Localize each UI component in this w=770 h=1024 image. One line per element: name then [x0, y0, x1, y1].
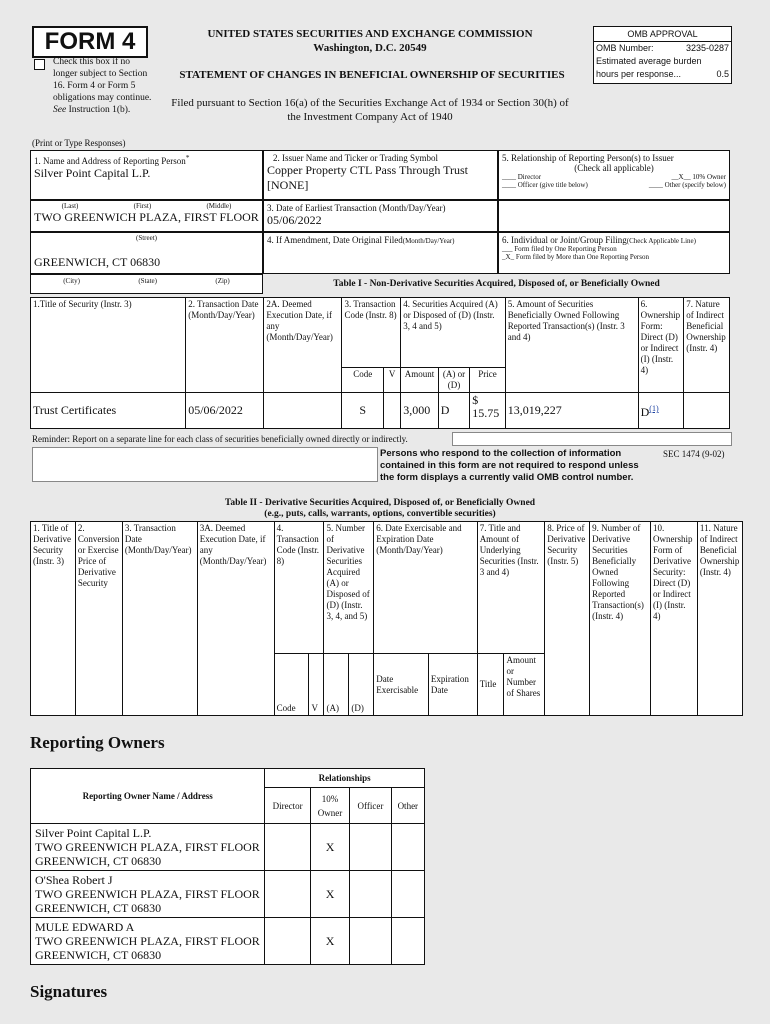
box5-relationship: 5. Relationship of Reporting Person(s) to Issuer (Check all applicable) ____ Director __X__ 10% Owner ____ Officer (give title below) ____ Other (specify below) — [498, 150, 730, 200]
owner-ten: X — [310, 871, 349, 918]
notice-blank-box — [32, 447, 378, 482]
t1-h5: 5. Amount of Securities Beneficially Owned Following Reported Transaction(s) (Instr. 3 and 4) — [505, 298, 638, 393]
ro-relationships: Relationships — [265, 769, 425, 788]
filing-option-one: Form filed by One Reporting Person — [514, 245, 617, 253]
box1-city-labels — [30, 274, 263, 294]
omb-title: OMB APPROVAL — [594, 27, 731, 42]
owner-name: O'Shea Robert J — [35, 873, 113, 887]
persons-notice: Persons who respond to the collection of information contained in this form are not required to respond unless the form displays a currently valid OMB control number. — [380, 448, 639, 483]
owner-cell — [31, 824, 265, 871]
last-label: (Last) — [61, 202, 79, 210]
owner-address: TWO GREENWICH PLAZA, FIRST FLOOR — [35, 934, 260, 948]
t2-d: (D) — [349, 654, 374, 716]
owner-address: TWO GREENWICH PLAZA, FIRST FLOOR — [35, 840, 260, 854]
first-label: (First) — [133, 202, 152, 210]
street-label: (Street) — [136, 234, 157, 242]
box5-blank — [498, 200, 730, 232]
owner-director — [265, 824, 310, 871]
owner-other — [391, 824, 424, 871]
t1-row-aord: D — [438, 393, 469, 429]
owner-address: TWO GREENWICH PLAZA, FIRST FLOOR — [35, 887, 260, 901]
print-type-note: (Print or Type Responses) — [32, 138, 126, 148]
t1-h2a: 2A. Deemed Execution Date, if any (Month/Day/Year) — [264, 298, 342, 393]
owner-officer — [350, 871, 391, 918]
t2-h2: 2. Conversion or Exercise Price of Derivative Security — [75, 522, 122, 716]
t1-h3: 3. Transaction Code (Instr. 8) — [342, 298, 401, 368]
t1-row-title: Trust Certificates — [31, 393, 186, 429]
table2-title — [30, 498, 730, 520]
owner-officer — [350, 824, 391, 871]
reporting-person-city: GREENWICH, CT 06830 — [34, 255, 161, 269]
t1-price: Price — [470, 368, 506, 393]
t2-h1: 1. Title of Derivative Security (Instr. 3) — [31, 522, 76, 716]
t2-h5: 5. Number of Derivative Securities Acquired (A) or Disposed of (D) (Instr. 3, 4, and 5) — [324, 522, 374, 654]
box4-label-small: (Month/Day/Year) — [402, 237, 455, 245]
table-row — [31, 824, 425, 871]
box1-city — [30, 232, 263, 274]
other-option: Other (specify below) — [664, 181, 726, 189]
owner-city: GREENWICH, CT 06830 — [35, 854, 162, 868]
owner-other — [391, 871, 424, 918]
ro-col-officer: Officer — [350, 788, 391, 824]
box6-label-small: (Check Applicable Line) — [626, 237, 696, 245]
box6-label: 6. Individual or Joint/Group Filing — [502, 235, 627, 245]
owner-director — [265, 918, 310, 965]
t1-row-amount: 3,000 — [401, 393, 439, 429]
ro-col-ten: 10% Owner — [310, 788, 349, 824]
t1-h6: 6. Ownership Form: Direct (D) or Indirect (I) (Instr. 4) — [638, 298, 684, 393]
t2-h9: 9. Number of Derivative Securities Beneficially Owned Following Reported Transaction(s) (Instr. 4) — [590, 522, 651, 716]
omb-hours-label: hours per response... — [596, 69, 682, 79]
box5-sub: (Check all applicable) — [574, 163, 654, 173]
t2-a: (A) — [324, 654, 349, 716]
owner-city: GREENWICH, CT 06830 — [35, 948, 162, 962]
filed-line-2: the Investment Company Act of 1940 — [287, 111, 453, 123]
filing-option-two-mark: X — [505, 253, 511, 261]
checkbox-text: Check this box if no longer subject to Section 16. Form 4 or Form 5 obligations may continue. — [53, 57, 152, 103]
t1-row-code: S — [342, 393, 384, 429]
t1-h1: 1.Title of Security (Instr. 3) — [31, 298, 186, 393]
middle-label: (Middle) — [206, 202, 232, 210]
filing-option-two: Form filed by More than One Reporting Person — [515, 253, 649, 261]
reporting-owners-heading: Reporting Owners — [30, 733, 165, 752]
checkbox-see: See — [53, 105, 67, 115]
agency-name: UNITED STATES SECURITIES AND EXCHANGE COMMISSION — [207, 28, 533, 40]
t2-h8: 8. Price of Derivative Security (Instr. 5) — [545, 522, 590, 716]
reporting-person-street: TWO GREENWICH PLAZA, FIRST FLOOR — [34, 210, 259, 224]
no-longer-subject-checkbox[interactable] — [34, 59, 45, 70]
filed-line-1: Filed pursuant to Section 16(a) of the Securities Exchange Act of 1934 or Section 30(h) of — [171, 97, 569, 109]
t2-h7: 7. Title and Amount of Underlying Securities (Instr. 3 and 4) — [477, 522, 545, 654]
box4-label: 4. If Amendment, Date Original Filed — [267, 235, 403, 245]
owner-cell — [31, 871, 265, 918]
table-row — [31, 918, 425, 965]
table1 — [30, 297, 730, 429]
t1-aord: (A) or (D) — [438, 368, 469, 393]
t1-row-deemed — [264, 393, 342, 429]
checkbox-instructions — [53, 56, 153, 116]
box1-label: 1. Name and Address of Reporting Person — [34, 156, 186, 166]
box3-date — [263, 200, 498, 232]
ro-col-director: Director — [265, 788, 310, 824]
form-title: FORM 4 — [32, 26, 148, 58]
t1-row-owned: 13,019,227 — [505, 393, 638, 429]
price-value: 15.75 — [472, 406, 500, 420]
owner-officer — [350, 918, 391, 965]
box1-name — [30, 150, 263, 200]
t1-row-price — [470, 393, 506, 429]
omb-burden-label: Estimated average burden — [596, 56, 702, 66]
t2-h10: 10. Ownership Form of Derivative Security: Direct (D) or Indirect (I) (Instr. 4) — [651, 522, 698, 716]
table-row — [31, 871, 425, 918]
owner-other — [391, 918, 424, 965]
table2-title-line2: (e.g., puts, calls, warrants, options, convertible securities) — [264, 509, 496, 519]
box5-label: 5. Relationship of Reporting Person(s) to Issuer — [502, 153, 674, 163]
statement-title: STATEMENT OF CHANGES IN BENEFICIAL OWNERSHIP OF SECURITIES — [179, 69, 565, 81]
price-symbol: $ — [472, 393, 479, 407]
owner-name: MULE EDWARD A — [35, 920, 135, 934]
t2-h3a: 3A. Deemed Execution Date, if any (Month/Day/Year) — [197, 522, 274, 716]
city-label: (City) — [63, 277, 80, 285]
t1-h7: 7. Nature of Indirect Beneficial Ownership (Instr. 4) — [684, 298, 730, 393]
table2-title-line1: Table II - Derivative Securities Acquired, Disposed of, or Beneficially Owned — [224, 498, 536, 508]
owner-city: GREENWICH, CT 06830 — [35, 901, 162, 915]
box3-label: 3. Date of Earliest Transaction (Month/Day/Year) — [267, 203, 446, 213]
signatures-heading: Signatures — [30, 982, 108, 1001]
owner-director — [265, 871, 310, 918]
form-value: D — [640, 405, 650, 419]
omb-hours: 0.5 — [716, 69, 729, 79]
issuer-ticker: [NONE] — [267, 178, 309, 192]
omb-number-label: OMB Number: — [596, 43, 654, 53]
t1-h2: 2. Transaction Date (Month/Day/Year) — [186, 298, 264, 393]
ro-col-other: Other — [391, 788, 424, 824]
t1-row-date: 05/06/2022 — [186, 393, 264, 429]
t2-h4: 4. Transaction Code (Instr. 8) — [274, 522, 324, 654]
ten-pct-option: 10% Owner — [692, 173, 726, 181]
reporting-owners-table — [30, 768, 425, 965]
t2-exp: Expiration Date — [428, 654, 477, 716]
box1-street — [30, 200, 263, 232]
t2-h6: 6. Date Exercisable and Expiration Date (Month/Day/Year) — [374, 522, 477, 654]
owner-cell — [31, 918, 265, 965]
owner-ten: X — [310, 918, 349, 965]
zip-label: (Zip) — [215, 277, 230, 285]
officer-option: Officer (give title below) — [517, 181, 588, 189]
box2-issuer — [263, 150, 498, 200]
ten-pct-mark: X — [678, 173, 684, 181]
box4-amendment — [263, 232, 498, 274]
ro-col-name: Reporting Owner Name / Address — [31, 769, 265, 824]
box1-label-mark: * — [185, 153, 190, 162]
t1-code: Code — [342, 368, 384, 393]
t1-h4: 4. Securities Acquired (A) or Disposed of (D) (Instr. 3, 4 and 5) — [401, 298, 505, 368]
earliest-transaction-date: 05/06/2022 — [267, 213, 322, 227]
checkbox-tail: Instruction 1(b). — [68, 105, 131, 115]
t2-h11: 11. Nature of Indirect Beneficial Ownership (Instr. 4) — [697, 522, 742, 716]
reminder-field — [452, 432, 732, 446]
t2-code: Code — [274, 654, 309, 716]
agency-header — [165, 27, 575, 55]
reminder-text: Reminder: Report on a separate line for each class of securities beneficially owned directly or indirectly. — [32, 434, 408, 444]
owner-name: Silver Point Capital L.P. — [35, 826, 152, 840]
t1-row-nature — [684, 393, 730, 429]
t2-date-ex: Date Exercisable — [374, 654, 429, 716]
t1-amount: Amount — [401, 368, 439, 393]
table2 — [30, 521, 743, 716]
box6-filing: 6. Individual or Joint/Group Filing(Check Applicable Line) ___ Form filed by One Reporting Person _X_ Form filed by More than One Reporting Person — [498, 232, 730, 274]
t2-h3: 3. Transaction Date (Month/Day/Year) — [122, 522, 197, 716]
t2-v: V — [309, 654, 324, 716]
footnote-link[interactable]: (1) — [649, 404, 659, 413]
state-label: (State) — [138, 277, 157, 285]
reporting-person-name: Silver Point Capital L.P. — [34, 166, 151, 180]
t2-amount: Amount or Number of Shares — [504, 654, 545, 716]
box2-label: 2. Issuer Name and Ticker or Trading Symbol — [273, 153, 438, 163]
table1-title: Table I - Non-Derivative Securities Acquired, Disposed of, or Beneficially Owned — [333, 279, 660, 289]
issuer-name: Copper Property CTL Pass Through Trust — [267, 163, 469, 177]
t2-title: Title — [477, 654, 504, 716]
director-option: Director — [517, 173, 542, 181]
omb-approval-box — [593, 26, 732, 84]
t1-row-form — [638, 393, 684, 429]
owner-ten: X — [310, 824, 349, 871]
t1-row-v — [384, 393, 401, 429]
filed-pursuant — [150, 96, 590, 124]
agency-location: Washington, D.C. 20549 — [313, 42, 427, 54]
sec-code: SEC 1474 (9-02) — [663, 449, 725, 459]
omb-number: 3235-0287 — [685, 43, 729, 53]
t1-v: V — [384, 368, 401, 393]
